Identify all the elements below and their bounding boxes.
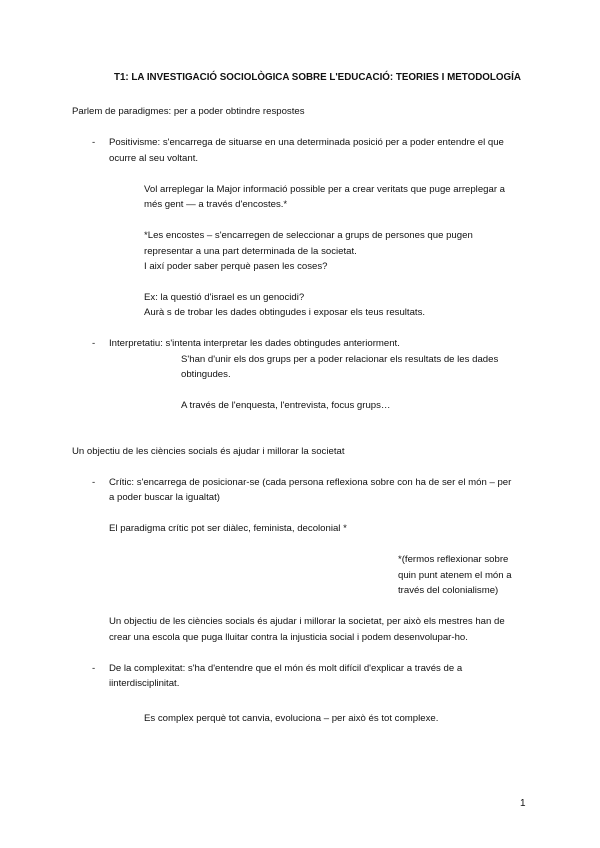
complexitat-line-3: Es complex perquè tot canvia, evoluciona – per això és tot complexe.: [144, 713, 439, 724]
critic-paragraph-line-2: crear una escola que puga lluitar contra la injusticia social i podem desenvolupar-ho.: [109, 632, 468, 643]
bullet-dash-positivisme: -: [92, 137, 96, 148]
complexitat-line-2: iinterdisciplinitat.: [109, 678, 180, 689]
bullet-dash-complexitat: -: [92, 663, 96, 674]
critic-paragraph-line-1: Un objectiu de les ciències socials és ajudar i millorar la societat, per això els mestres han de: [109, 616, 505, 627]
critic-line-2: a poder buscar la igualtat): [109, 492, 220, 503]
positivisme-paragraph-2-line-2: representar a una part determinada de la societat.: [144, 246, 357, 257]
critic-line-1: Crític: s'encarrega de posicionar-se (cada persona reflexiona sobre con ha de ser el món – per: [109, 477, 512, 488]
bullet-dash-interpretatiu: -: [92, 338, 96, 349]
interpretatiu-line-2: S'han d'unir els dos grups per a poder relacionar els resultats de les dades: [181, 354, 499, 365]
critic-line-3: El paradigma crític pot ser diàlec, feminista, decolonial *: [109, 523, 347, 534]
positivisme-paragraph-2-line-1: *Les encostes – s'encarregen de seleccionar a grups de persones que pugen: [144, 230, 473, 241]
bullet-dash-critic: -: [92, 477, 96, 488]
critic-note-line-1: *(fermos reflexionar sobre: [398, 554, 509, 565]
critic-note-line-2: quin punt atenem el món a: [398, 570, 512, 581]
interpretatiu-line-3: obtingudes.: [181, 369, 231, 380]
objectiu-line: Un objectiu de les ciències socials és ajudar i millorar la societat: [72, 446, 345, 457]
positivisme-paragraph-1-line-1: Vol arreplegar la Major informació possible per a crear veritats que puge arreplegar a: [144, 184, 506, 195]
complexitat-line-1: De la complexitat: s'ha d'entendre que el món és molt difícil d'explicar a través de a: [109, 663, 463, 674]
page-number: 1: [520, 798, 526, 809]
positivisme-paragraph-1-line-2: més gent — a través d'encostes.*: [144, 199, 288, 210]
interpretatiu-line-1: Interpretatiu: s'intenta interpretar les dades obtingudes anteriorment.: [109, 338, 400, 349]
positivisme-line-2: ocurre al seu voltant.: [109, 153, 199, 164]
positivisme-line-1: Positivisme: s'encarrega de situarse en una determinada posició per a poder entendre el que: [109, 137, 504, 148]
positivisme-paragraph-2-line-3: I així poder saber perquè pasen les coses?: [144, 261, 328, 272]
intro-line: Parlem de paradigmes: per a poder obtindre respostes: [72, 106, 305, 117]
positivisme-example-line-2: Aurà s de trobar les dades obtingudes i exposar els teus resultats.: [144, 307, 426, 318]
page-title: T1: LA INVESTIGACIÓ SOCIOLÒGICA SOBRE L'EDUCACIÓ: TEORIES I METODOLOGÍA: [114, 72, 521, 83]
positivisme-example-line-1: Ex: la questió d'israel es un genocidi?: [144, 292, 305, 303]
critic-note-line-3: través del colonialisme): [398, 585, 499, 596]
interpretatiu-line-4: A través de l'enquesta, l'entrevista, focus grups…: [181, 400, 391, 411]
